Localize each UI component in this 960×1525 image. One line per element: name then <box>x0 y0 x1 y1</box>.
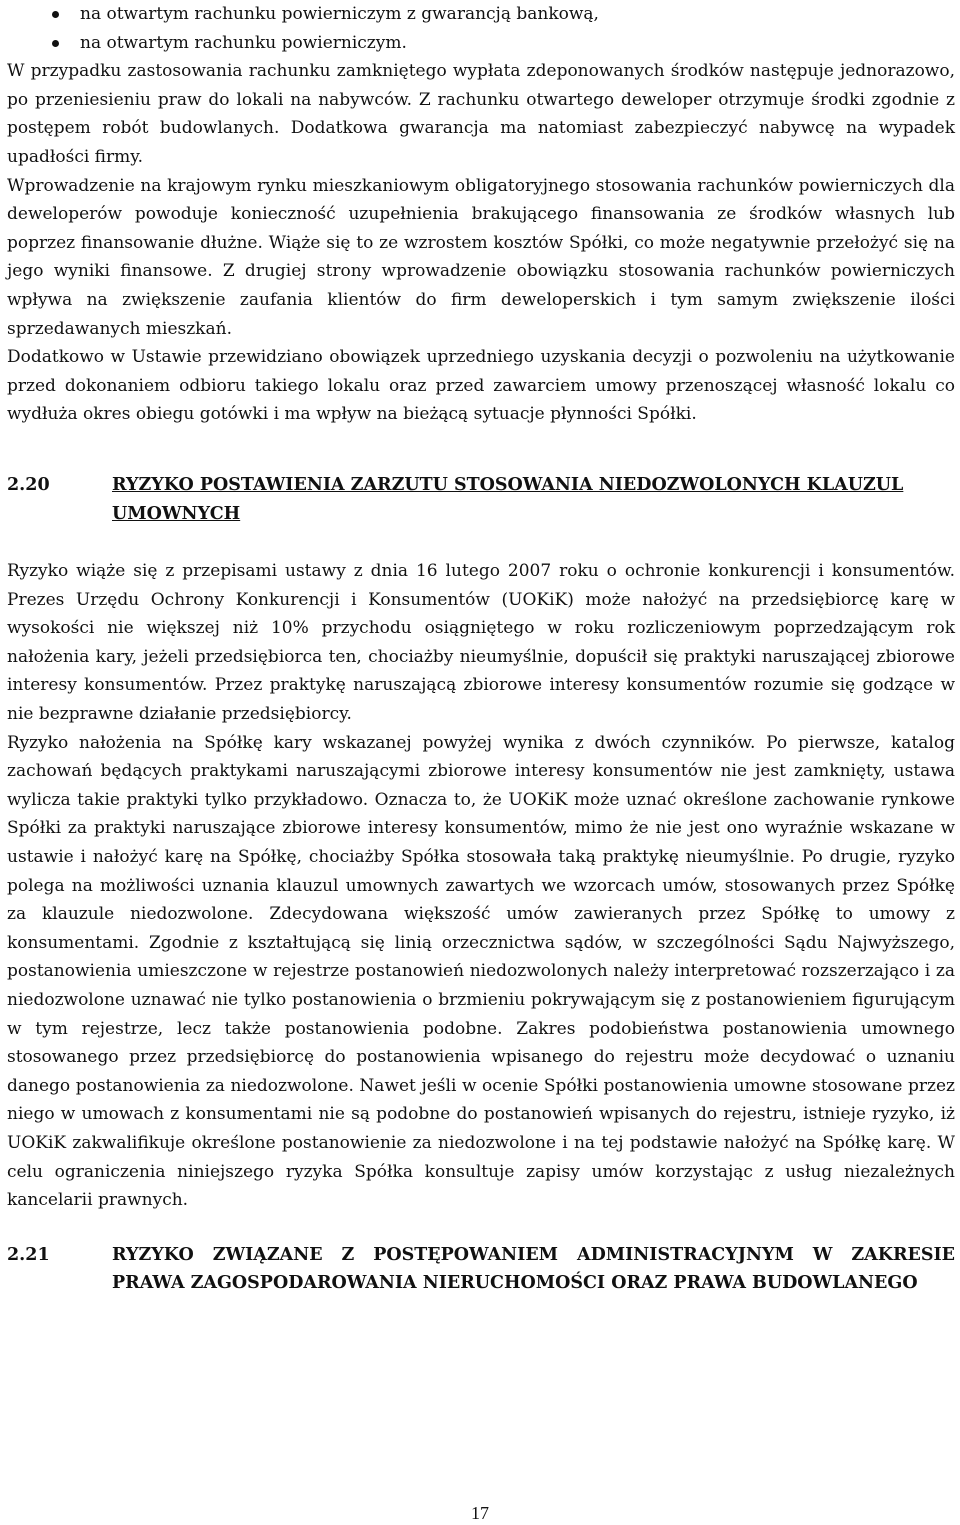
section-heading-2-20 <box>7 471 955 528</box>
bullet-text: na otwartym rachunku powierniczym. <box>80 32 407 53</box>
page-content <box>7 0 955 1298</box>
bullet-item <box>7 29 955 58</box>
paragraph-escrow-obligation: Wprowadzenie na krajowym rynku mieszkaniowym obligatoryjnego stosowania rachunków powierniczych dla deweloperów powoduje konieczność uzupełnienia brakującego finansowania ze środków własnych lub poprzez finansowanie dłużne. Wiąże się to ze wzrostem kosztów Spółki, co może negatywnie przełożyć się na jego wyniki finansowe. Z drugiej strony wprowadzenie obowiązku stosowania rachunków powierniczych wpływa na zwiększenie zaufania klientów do firm deweloperskich i tym samym zwiększenie ilości sprzedawanych mieszkań. <box>7 175 955 339</box>
section-heading-2-21 <box>7 1241 955 1298</box>
paragraph-occupancy-permit: Dodatkowo w Ustawie przewidziano obowiązek uprzedniego uzyskania decyzji o pozwoleniu na użytkowanie przed dokonaniem odbioru takiego lokalu oraz przed zawarciem umowy przenoszącej własność lokalu co wydłuża okres obiegu gotówki i ma wpływ na bieżącą sytuacje płynności Spółki. <box>7 347 955 425</box>
bullet-list <box>7 0 955 57</box>
paragraph-escrow-payout: W przypadku zastosowania rachunku zamkniętego wypłata zdeponowanych środków następuje jednorazowo, po przeniesieniu praw do lokali na nabywców. Z rachunku otwartego deweloper otrzymuje środki zgodnie z postępem robót budowlanych. Dodatkowa gwarancja ma natomiast zabezpieczyć nabywcę na wypadek upadłości firmy. <box>7 61 955 167</box>
bullet-dot-icon <box>52 11 59 18</box>
paragraph-penalty-risk: Ryzyko nałożenia na Spółkę kary wskazanej powyżej wynika z dwóch czynników. Po pierwsze, katalog zachowań będących praktykami naruszającymi zbiorowe interesy konsumentów nie jest zamknięty, ustawa wylicza takie praktyki tylko przykładowo. Oznacza to, że UOKiK może uznać określone zachowanie rynkowe Spółki za praktyki naruszające zbiorowe interesy konsumentów, mimo że nie jest ono wyraźnie wskazane w ustawie i nałożyć karę na Spółkę, chociażby Spółka stosowała taką praktykę nieumyślnie. Po drugie, ryzyko polega na możliwości uznania klauzul umownych zawartych we wzorcach umów, stosowanych przez Spółkę za klauzule niedozwolone. Zdecydowana większość umów zawieranych przez Spółkę to umowy z konsumentami. Zgodnie z kształtującą się linią orzecznictwa sądów, w szczególności Sądu Najwyższego, postanowienia umieszczone w rejestrze postanowień niedozwolonych należy interpretować rozszerzająco i za niedozwolone uznawać nie tylko postanowienia o brzmieniu pokrywającym się z postanowieniem figurującym w tym rejestrze, lecz także postanowienia podobne. Zakres podobieństwa postanowienia umownego stosowanego przez przedsiębiorcę do postanowienia wpisanego do rejestru może decydować o uznaniu danego postanowienia za niedozwolone. Nawet jeśli w ocenie Spółki postanowienia umowne stosowane przez niego w umowach z konsumentami nie są podobne do postanowień wpisanych do rejestru, istnieje ryzyko, iż UOKiK zakwalifikuje określone postanowienie za niedozwolone i na tej podstawie nałożyć na Spółkę karę. W celu ograniczenia niniejszego ryzyka Spółka konsultuje zapisy umów korzystając z usług niezależnych kancelarii prawnych. <box>7 732 955 1211</box>
section-number: 2.21 <box>7 1244 50 1265</box>
page-number: 17 <box>471 1503 489 1523</box>
paragraph-consumer-law: Ryzyko wiąże się z przepisami ustawy z dnia 16 lutego 2007 roku o ochronie konkurencji i konsumentów. Prezes Urzędu Ochrony Konkurencji i Konsumentów (UOKiK) może nałożyć na przedsiębiorcę karę w wysokości nie większej niż 10% przychodu osiągniętego w roku rozliczeniowym poprzedzającym rok nałożenia kary, jeżeli przedsiębiorca ten, chociażby nieumyślnie, dopuścił się praktyki naruszającej zbiorowe interesy konsumentów. Przez praktykę naruszającą zbiorowe interesy konsumentów rozumie się godzące w nie bezprawne działanie przedsiębiorcy. <box>7 561 955 725</box>
bullet-dot-icon <box>52 40 59 47</box>
section-title: RYZYKO POSTAWIENIA ZARZUTU STOSOWANIA NIEDOZWOLONYCH KLAUZUL UMOWNYCH <box>112 474 904 524</box>
bullet-text: na otwartym rachunku powierniczym z gwarancją bankową, <box>80 4 599 24</box>
section-title: RYZYKO ZWIĄZANE Z POSTĘPOWANIEM ADMINISTRACYJNYM W ZAKRESIE PRAWA ZAGOSPODAROWANIA NIERUCHOMOŚCI ORAZ PRAWA BUDOWLANEGO <box>112 1244 955 1294</box>
section-number: 2.20 <box>7 474 50 495</box>
bullet-item <box>7 0 955 29</box>
